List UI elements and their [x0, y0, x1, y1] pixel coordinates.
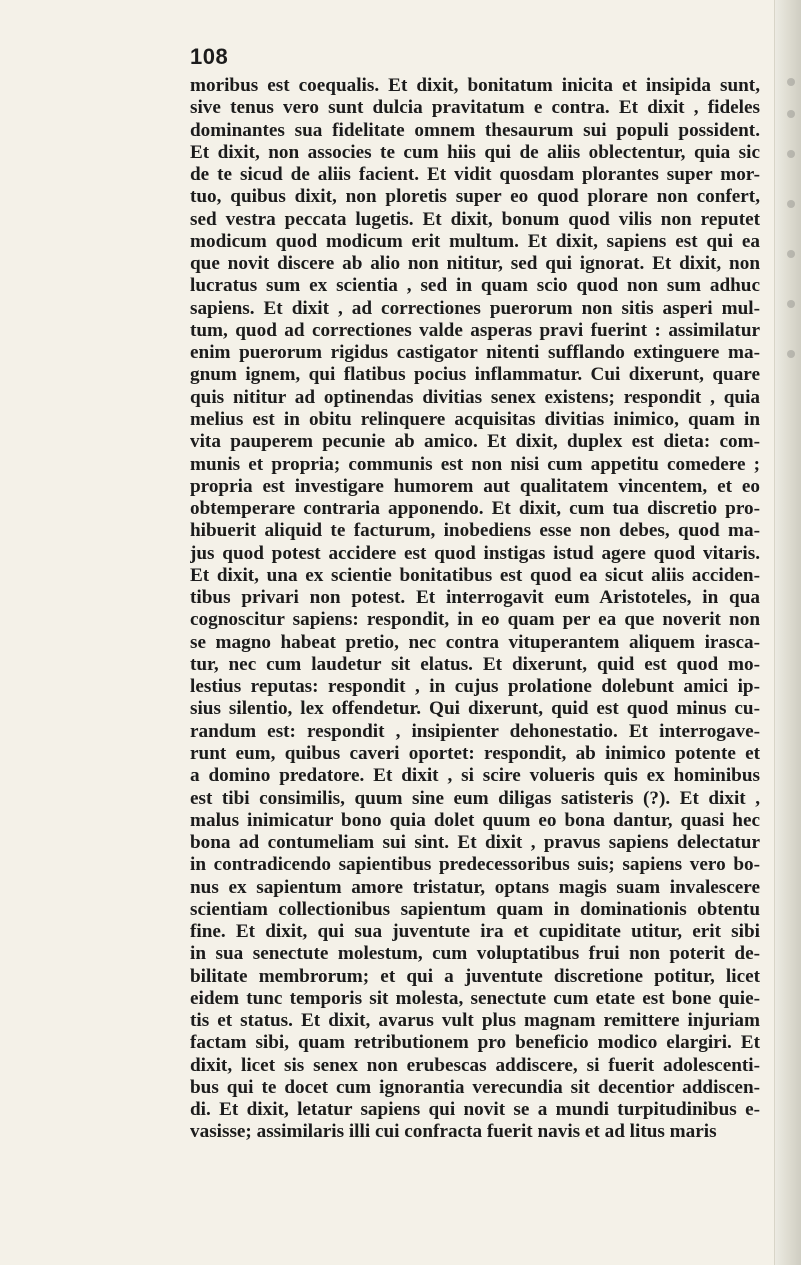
text-line: modicum quod modicum erit multum. Et dixit, sapiens est qui ea — [190, 230, 760, 252]
text-line: propria est investigare humorem aut qualitatem vincentem, et eo — [190, 475, 760, 497]
text-line: tur, nec cum laudetur sit elatus. Et dixerunt, quid est quod mo- — [190, 653, 760, 675]
text-line: vita pauperem pecunie ab amico. Et dixit, duplex est dieta: com- — [190, 431, 760, 453]
text-line: dominantes sua fidelitate omnem thesaurum sui populi possident. — [190, 119, 760, 141]
text-line: gnum ignem, qui flatibus pocius inflammatur. Cui dixerunt, quare — [190, 364, 760, 386]
text-line: de te sicud de aliis facient. Et vidit quosdam plorantes super mor- — [190, 164, 760, 186]
text-line: bilitate membrorum; et qui a juventute discretione potitur, licet — [190, 965, 760, 987]
text-line: scientiam collectionibus sapientum quam in dominationis obtentu — [190, 898, 760, 920]
text-line: tibus privari non potest. Et interrogavit eum Aristoteles, in qua — [190, 587, 760, 609]
bleed-mark — [787, 300, 795, 308]
text-line: sed vestra peccata lugetis. Et dixit, bonum quod vilis non reputet — [190, 208, 760, 230]
text-line: nus ex sapientum amore tristatur, optans magis suam invalescere — [190, 876, 760, 898]
text-line: runt eum, quibus caveri oportet: respondit, ab inimico potente et — [190, 742, 760, 764]
bleed-mark — [787, 78, 795, 86]
text-line: fine. Et dixit, qui sua juventute ira et cupiditate utitur, erit sibi — [190, 921, 760, 943]
bleed-mark — [787, 110, 795, 118]
text-line: hibuerit aliquid te facturum, inobediens esse non debes, quod ma- — [190, 520, 760, 542]
text-line: lestius reputas: respondit , in cujus prolatione dolebunt amici ip- — [190, 676, 760, 698]
text-line: obtemperare contraria apponendo. Et dixit, cum tua discretio pro- — [190, 498, 760, 520]
text-line: tuo, quibus dixit, non ploretis super eo quod plorare non confert, — [190, 186, 760, 208]
text-line: tis et status. Et dixit, avarus vult plus magnam remittere injuriam — [190, 1010, 760, 1032]
text-line: se magno habeat pretio, nec contra vituperantem aliquem irasca- — [190, 631, 760, 653]
text-line: a domino predatore. Et dixit , si scire volueris quis ex hominibus — [190, 765, 760, 787]
bleed-mark — [787, 250, 795, 258]
text-line: munis et propria; communis est non nisi cum appetitu comedere ; — [190, 453, 760, 475]
text-line: tum, quod ad correctiones valde asperas pravi fuerint : assimilatur — [190, 319, 760, 341]
bleed-mark — [787, 350, 795, 358]
bleed-mark — [787, 200, 795, 208]
text-line: randum est: respondit , insipienter dehonestatio. Et interrogave- — [190, 720, 760, 742]
text-line: eidem tunc temporis sit molesta, senectute cum etate est bone quie- — [190, 987, 760, 1009]
text-line: Et dixit, non associes te cum hiis qui de aliis oblectentur, quia sic — [190, 141, 760, 163]
text-line: dixit, licet sis senex non erubescas addiscere, si fuerit adolescenti- — [190, 1054, 760, 1076]
text-line: vasisse; assimilaris illi cui confracta fuerit navis et ad litus maris — [190, 1121, 717, 1143]
text-line: lucratus sum ex scientia , sed in quam scio quod non sum adhuc — [190, 275, 760, 297]
text-line: jus quod potest accidere est quod instigas istud agere quod vitaris. — [190, 542, 760, 564]
text-line: cognoscitur sapiens: respondit, in eo quam per ea que noverit non — [190, 609, 760, 631]
text-line: malus inimicatur bono quia dolet quum eo bona dantur, quasi hec — [190, 809, 760, 831]
bleed-mark — [787, 150, 795, 158]
text-line: sapiens. Et dixit , ad correctiones puerorum non sitis asperi mul- — [190, 297, 760, 319]
facing-page-edge — [774, 0, 801, 1265]
text-line: in sua senectute molestum, cum voluptatibus frui non poterit de- — [190, 943, 760, 965]
text-line: est tibi consimilis, quum sine eum diligas satisteris (?). Et dixit , — [190, 787, 760, 809]
text-line: sius silentio, lex offendetur. Qui dixerunt, quid est quod minus cu- — [190, 698, 760, 720]
text-line: Et dixit, una ex scientie bonitatibus est quod ea sicut aliis acciden- — [190, 564, 760, 586]
page-number: 108 — [190, 44, 229, 69]
text-line: factam sibi, quam retributionem pro beneficio modico elargiri. Et — [190, 1032, 760, 1054]
text-line: quis nititur ad optinendas divitias senex existens; respondit , quia — [190, 386, 760, 408]
text-line: melius est in obitu relinquere acquisitas divitias inimico, quam in — [190, 408, 760, 430]
text-line: sive tenus vero sunt dulcia pravitatum e contra. Et dixit , fideles — [190, 97, 760, 119]
text-line: bona ad contumeliam sui sint. Et dixit , pravus sapiens delectatur — [190, 832, 760, 854]
text-line: que novit discere ab alio non nititur, sed qui ignorat. Et dixit, non — [190, 253, 760, 275]
text-line: in contradicendo sapientibus predecessoribus suis; sapiens vero bo- — [190, 854, 760, 876]
page-body-text — [190, 75, 760, 1144]
text-line: di. Et dixit, letatur sapiens qui novit se a mundi turpitudinibus e- — [190, 1099, 760, 1121]
text-line: moribus est coequalis. Et dixit, bonitatum inicita et insipida sunt, — [190, 75, 760, 96]
text-line: enim puerorum rigidus castigator nitenti sufflando extinguere ma- — [190, 342, 760, 364]
text-line: bus qui te docet cum ignorantia verecundia sit decentior addiscen- — [190, 1076, 760, 1098]
